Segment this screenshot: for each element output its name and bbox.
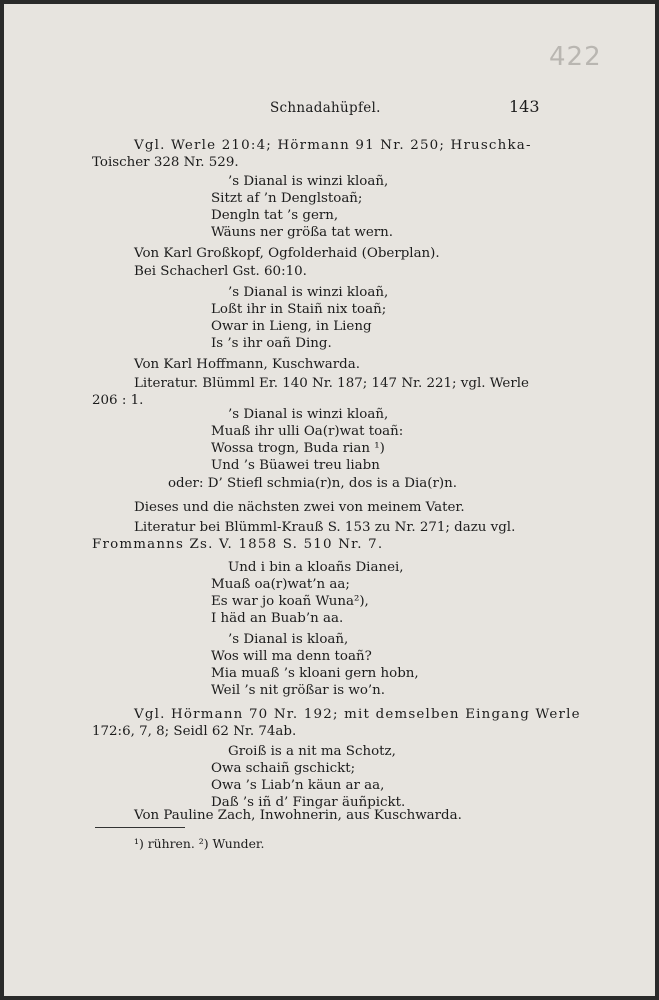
footnote-rule (95, 827, 185, 828)
verse-line: ’s Dianal is winzi kloañ, (228, 285, 389, 300)
verse-line: Owar in Lieng, in Lieng (211, 319, 372, 334)
verse-line: ’s Dianal is kloañ, (228, 632, 349, 647)
verse-line: Owa schaiñ gschickt; (211, 761, 356, 776)
verse-line: Und i bin a kloañs Dianei, (228, 560, 404, 575)
verse-line: Wäuns ner größa tat wern. (211, 225, 394, 240)
verse-line: Sitzt af ’n Denglstoañ; (211, 191, 363, 206)
text-line: Toischer 328 Nr. 529. (92, 155, 239, 170)
verse-line: Dengln tat ’s gern, (211, 208, 339, 223)
margin-pencil-note: 422 (549, 42, 602, 72)
text-line: 172:6, 7, 8; Seidl 62 Nr. 74ab. (92, 724, 297, 739)
verse-line: Und ’s Büawei treu liabn (211, 458, 380, 473)
verse-line: Owa ’s Liab’n käun ar aa, (211, 778, 385, 793)
source-line: Von Pauline Zach, Inwohnerin, aus Kuschwarda. (134, 808, 462, 823)
book-page (4, 4, 655, 996)
text-line: Literatur. Blümml Er. 140 Nr. 187; 147 Nr. 221; vgl. Werle (134, 376, 529, 391)
verse-line: Groiß is a nit ma Schotz, (228, 744, 396, 759)
verse-line: I häd an Buab’n aa. (211, 611, 344, 626)
verse-line: Loßt ihr in Staiñ nix toañ; (211, 302, 387, 317)
verse-line: Wos will ma denn toañ? (211, 649, 372, 664)
verse-line: Muaß ihr ulli Oa(r)wat toañ: (211, 424, 404, 439)
verse-line: Daß ’s iñ d’ Fingar äuñpickt. (211, 795, 406, 810)
source-line: Von Karl Großkopf, Ogfolderhaid (Oberplan). (134, 246, 440, 261)
running-head: Schnadahüpfel. (270, 100, 381, 116)
text-line: Frommanns Zs. V. 1858 S. 510 Nr. 7. (92, 537, 384, 552)
source-line: Von Karl Hoffmann, Kuschwarda. (134, 357, 360, 372)
text-line: Literatur bei Blümml-Krauß S. 153 zu Nr. 271; dazu vgl. (134, 520, 516, 535)
verse-line: Weil ’s nit größar is wo’n. (211, 683, 386, 698)
verse-line: Mia muaß ’s kloani gern hobn, (211, 666, 419, 681)
verse-line: Es war jo koañ Wuna²), (211, 594, 369, 609)
footnote: ¹) rühren. ²) Wunder. (134, 836, 265, 851)
verse-line: oder: D’ Stiefl schmia(r)n, dos is a Dia(r)n. (168, 476, 458, 491)
text-line: Vgl. Werle 210:4; Hörmann 91 Nr. 250; Hruschka- (134, 138, 532, 153)
verse-line: Is ’s ihr oañ Ding. (211, 336, 332, 351)
text-line: Vgl. Hörmann 70 Nr. 192; mit demselben Eingang Werle (134, 707, 581, 722)
verse-line: ’s Dianal is winzi kloañ, (228, 407, 389, 422)
verse-line: Muaß oa(r)wat’n aa; (211, 577, 350, 592)
source-line: Dieses und die nächsten zwei von meinem Vater. (134, 500, 465, 515)
verse-line: ’s Dianal is winzi kloañ, (228, 174, 389, 189)
page-number: 143 (509, 97, 540, 116)
text-line: Bei Schacherl Gst. 60:10. (134, 264, 307, 279)
verse-line: Wossa trogn, Buda rian ¹) (211, 441, 385, 456)
text-line: 206 : 1. (92, 393, 144, 408)
